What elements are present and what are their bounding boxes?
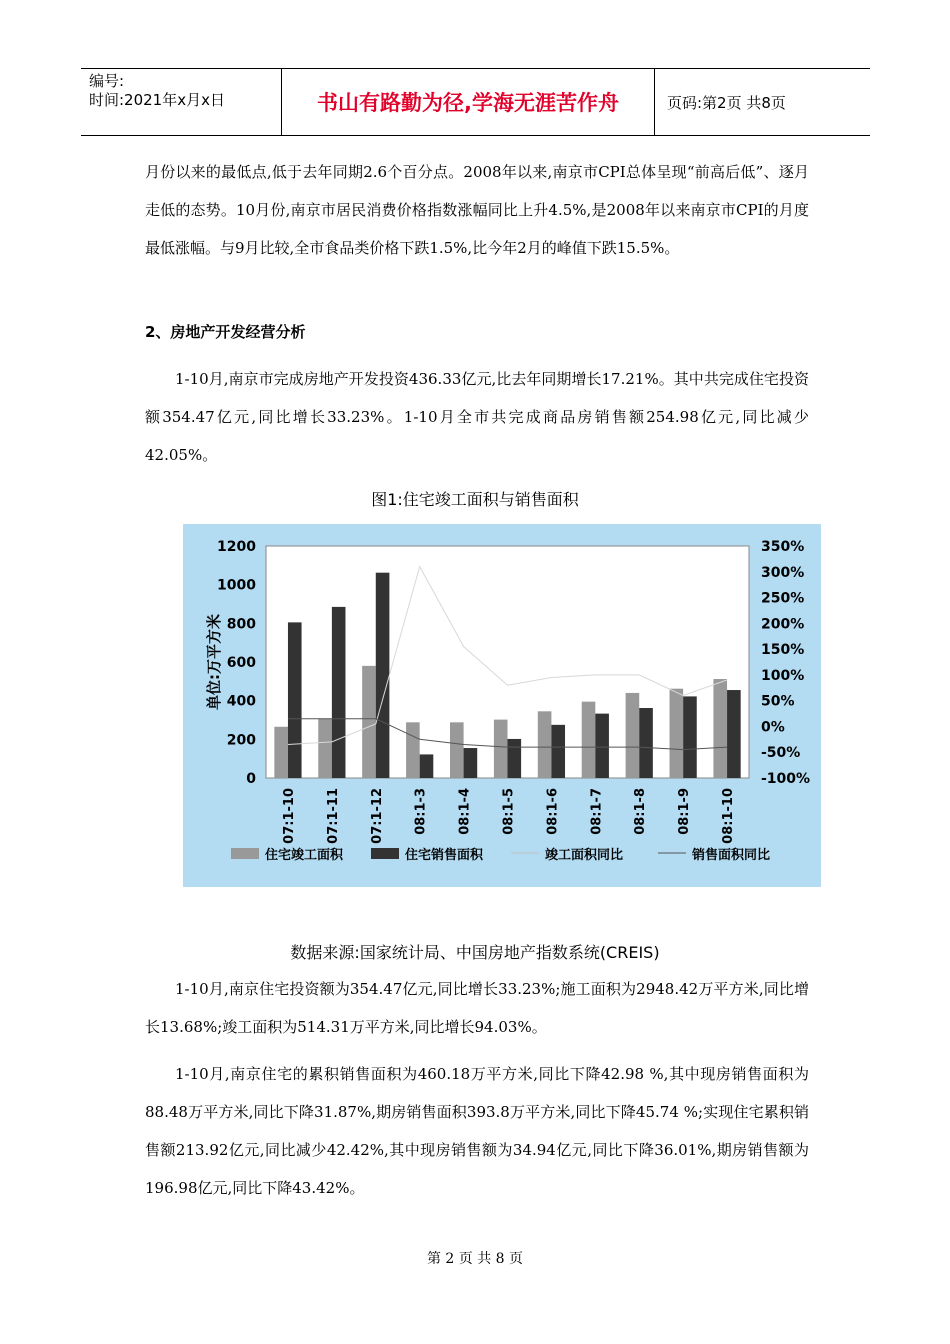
paragraph-investment: 1-10月,南京市完成房地产开发投资436.33亿元,比去年同期增长17.21%。其中共完成住宅投资额354.47亿元,同比增长33.23%。1-10月全市共完成商品房销售额254.98亿元,同比减少42.05%。: [145, 370, 809, 464]
y-tick-label: 0: [246, 771, 256, 787]
header-motto: 书山有路勤为径,学海无涯苦作舟: [281, 69, 655, 135]
x-tick-label: 08:1-6: [545, 788, 561, 835]
y2-tick-label: 100%: [761, 667, 805, 684]
page-footer: 第 2 页 共 8 页: [426, 1251, 524, 1267]
x-tick-label: 08:1-5: [501, 788, 517, 835]
chart-svg: [183, 524, 821, 887]
bar-1-8: [582, 702, 596, 778]
chart-container: [183, 524, 821, 887]
bar-2-2: [332, 607, 346, 778]
legend-swatch-2: [371, 848, 399, 859]
y-tick-label: 800: [226, 616, 256, 633]
bar-1-7: [538, 711, 552, 778]
bar-2-4: [420, 754, 434, 778]
header-number-label: 编号:: [89, 72, 125, 90]
y2-tick-label: -100%: [761, 771, 811, 787]
bar-2-3: [376, 573, 390, 778]
y-tick-label: 200: [226, 732, 256, 749]
y2-tick-label: 50%: [761, 693, 795, 710]
paragraph-residential-investment: 1-10月,南京住宅投资额为354.47亿元,同比增长33.23%;施工面积为2948.42万平方米,同比增长13.68%;竣工面积为514.31万平方米,同比增长94.03%。: [145, 980, 809, 1036]
bar-1-4: [406, 722, 420, 778]
header-page-label: 页码:第2页 共8页: [667, 93, 786, 112]
header-date-label: 时间:2021年x月x日: [89, 91, 225, 109]
legend-label-1: 住宅竣工面积: [265, 848, 344, 863]
bar-1-2: [318, 719, 332, 778]
bar-1-10: [670, 689, 684, 778]
paragraph-residential-sales: 1-10月,南京住宅的累积销售面积为460.18万平方米,同比下降42.98 %,其中现房销售面积为88.48万平方米,同比下降31.87%,期房销售面积393.8万平方米,同比下降45.74 %;实现住宅累积销售额213.92亿元,同比减少42.42%,其中现房销售额为34.94亿元,同比下降36.01%,期房销售额为196.98亿元,同比下降43.42%。: [145, 1065, 809, 1197]
section-heading-real-estate: 2、房地产开发经营分析: [145, 323, 306, 341]
bar-1-1: [274, 727, 288, 778]
x-tick-label: 07:1-11: [325, 788, 341, 844]
y2-tick-label: 200%: [761, 616, 805, 633]
legend-swatch-1: [231, 848, 259, 859]
bar-2-6: [508, 739, 522, 778]
x-tick-label: 08:1-8: [633, 788, 649, 835]
y2-tick-label: 350%: [761, 539, 805, 555]
bar-1-9: [626, 693, 640, 778]
page-header: [81, 68, 870, 136]
bar-1-6: [494, 720, 508, 778]
bar-2-11: [727, 690, 741, 778]
legend-label-3: 竣工面积同比: [545, 848, 624, 863]
legend-label-2: 住宅销售面积: [405, 848, 484, 863]
bar-2-9: [639, 708, 653, 778]
x-tick-label: 08:1-4: [457, 788, 473, 835]
bar-1-11: [713, 679, 727, 778]
bar-2-7: [551, 725, 565, 778]
x-tick-label: 08:1-10: [721, 788, 737, 844]
y-tick-label: 400: [226, 693, 256, 710]
paragraph-cpi: 月份以来的最低点,低于去年同期2.6个百分点。2008年以来,南京市CPI总体呈现“前高后低”、逐月走低的态势。10月份,南京市居民消费价格指数涨幅同比上升4.5%,是2008年以来南京市CPI的月度最低涨幅。与9月比较,全市食品类价格下跌1.5%,比今年2月的峰值下跌15.5%。: [145, 163, 809, 257]
data-source: 数据来源:国家统计局、中国房地产指数系统(CREIS): [290, 943, 660, 962]
x-tick-label: 07:1-10: [281, 788, 297, 844]
y-axis-label: 单位:万平方米: [205, 614, 223, 710]
bar-1-3: [362, 666, 376, 778]
y2-tick-label: -50%: [761, 745, 801, 762]
bar-2-8: [595, 714, 609, 778]
y2-tick-label: 0%: [761, 719, 785, 736]
y-tick-label: 600: [226, 655, 256, 671]
x-tick-label: 08:1-3: [413, 788, 429, 835]
bar-2-5: [464, 748, 478, 778]
x-tick-label: 08:1-9: [677, 788, 693, 835]
chart-title: 图1:住宅竣工面积与销售面积: [371, 490, 579, 509]
x-tick-label: 07:1-12: [369, 788, 385, 844]
bar-1-5: [450, 722, 464, 778]
y2-tick-label: 300%: [761, 564, 805, 581]
x-tick-label: 08:1-7: [589, 788, 605, 835]
header-left-cell: [81, 69, 281, 135]
legend-label-4: 销售面积同比: [692, 848, 771, 863]
y2-tick-label: 250%: [761, 590, 805, 607]
y2-tick-label: 150%: [761, 642, 805, 659]
bar-2-10: [683, 696, 697, 778]
y-tick-label: 1000: [217, 577, 256, 594]
y-tick-label: 1200: [217, 539, 256, 555]
bar-2-1: [288, 622, 302, 778]
